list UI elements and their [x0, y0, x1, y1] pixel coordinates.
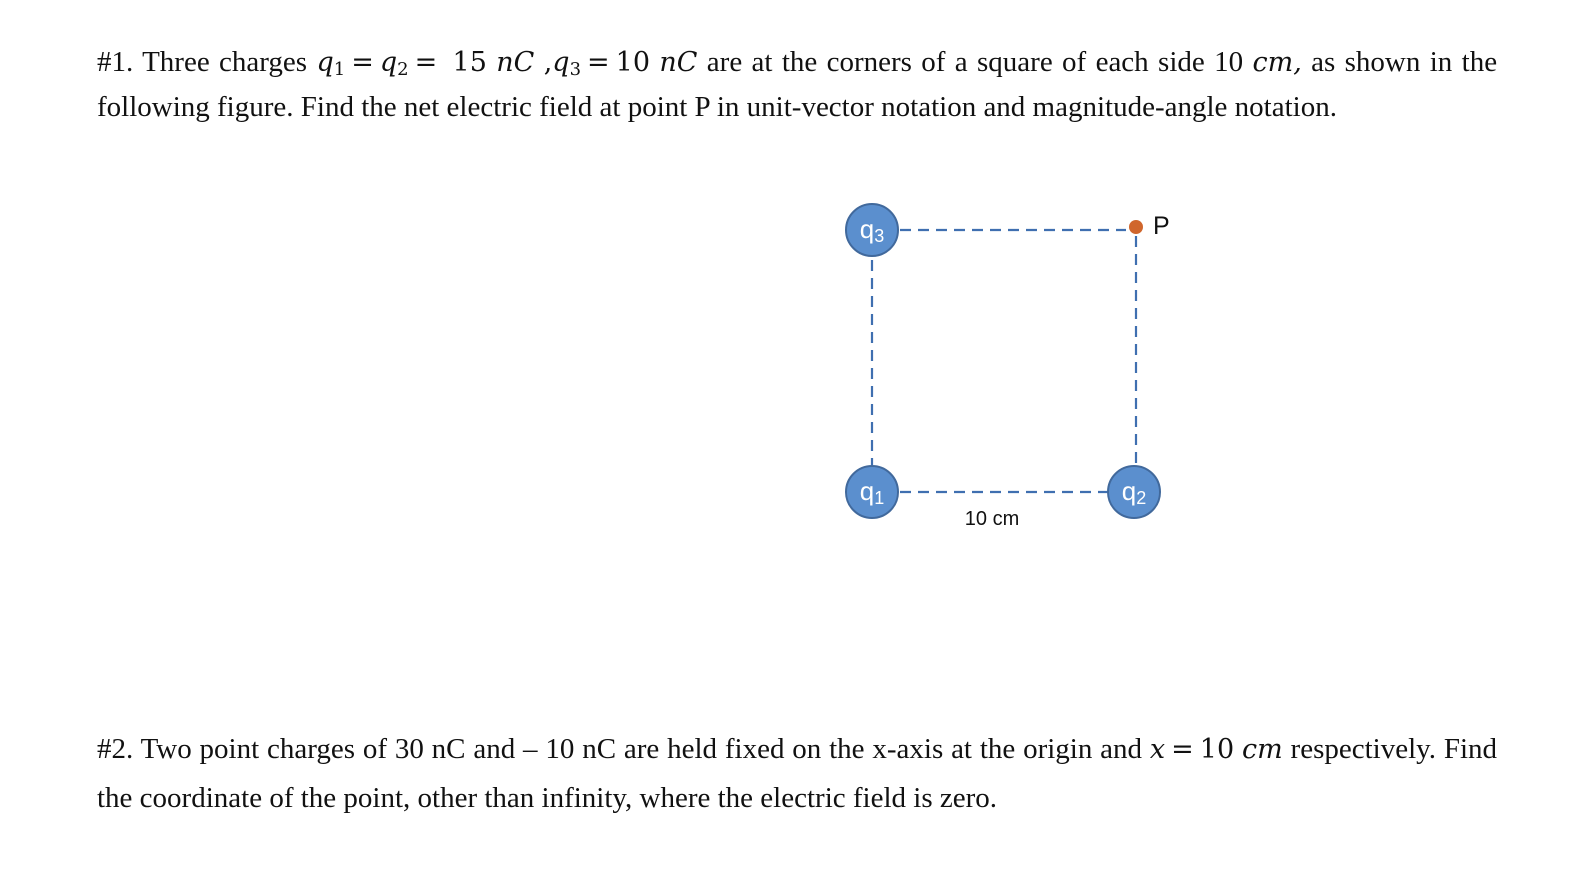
- q3-symbol: $q_3$: [552, 47, 582, 80]
- problem-2-text-part-1: Two point charges of 30 nC and – 10 nC are held fixed on the x-axis at the origin and: [140, 733, 1143, 765]
- problem-2-text-part-2: respectively. Find the coordinate of the point, other than infinity, where the electric field is zero.: [97, 733, 1498, 814]
- x-symbol: x: [1149, 734, 1166, 765]
- charge-q1: [846, 466, 898, 518]
- length-unit: cm,: [1252, 47, 1302, 78]
- problem-1-text-part-3: as shown in the following figure. Find the net electric field at point P in unit-vector notation and magnitude-angle notation.: [97, 46, 1498, 123]
- point-p-label: P: [1153, 212, 1170, 240]
- equals-sign: =: [1171, 734, 1194, 765]
- q3-subscript: 3: [874, 226, 885, 246]
- problem-1-text: [97, 40, 1497, 129]
- figure-svg: [820, 190, 1220, 540]
- q1-symbol: $q_1$: [316, 47, 346, 80]
- problem-1-number: #1.: [97, 46, 134, 78]
- problem-2-text: [97, 725, 1497, 822]
- q2-subscript: 2: [1136, 488, 1147, 508]
- q1-subscript: 1: [874, 488, 885, 508]
- q1-label: q: [859, 476, 875, 506]
- distance-value: 10: [1199, 734, 1235, 765]
- point-p-dot: [1129, 220, 1143, 234]
- charge-value-1: 15: [452, 47, 487, 78]
- charge-q2: [1108, 466, 1160, 518]
- problem-1-text-part-2: are at the corners of a square of each side 10: [706, 46, 1244, 78]
- q3-label: q: [859, 214, 875, 244]
- side-length-label: 10 cm: [964, 508, 1020, 530]
- comma: ,: [543, 47, 553, 78]
- problem-2-number: #2.: [97, 733, 134, 765]
- equals-sign: =: [414, 47, 438, 78]
- equals-sign: =: [587, 47, 610, 78]
- charge-square-figure: [820, 190, 1220, 540]
- equals-sign: =: [351, 47, 374, 78]
- q2-symbol: $q_2$: [379, 47, 409, 80]
- problem-1-text-part-1: Three charges: [142, 46, 308, 78]
- charge-q3: [846, 204, 898, 256]
- charge-unit-1: nC: [496, 47, 535, 78]
- distance-unit: cm: [1241, 734, 1283, 765]
- q2-label: q: [1121, 476, 1137, 506]
- charge-value-2: 10: [615, 47, 651, 78]
- charge-unit-2: nC: [659, 47, 698, 78]
